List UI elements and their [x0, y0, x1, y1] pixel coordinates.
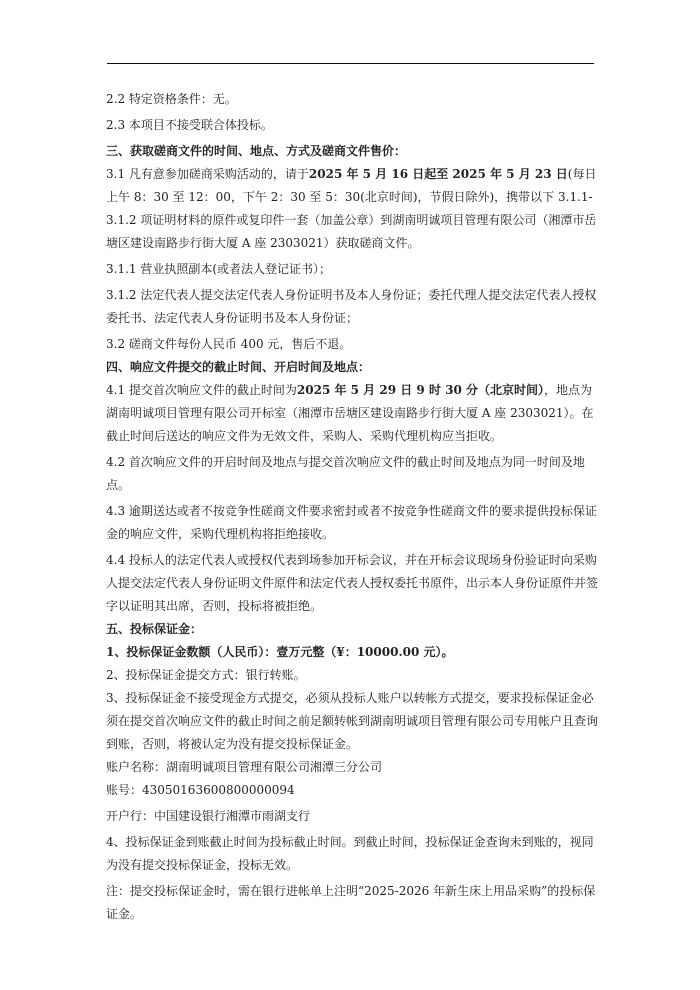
deposit-deadline: 4、投标保证金到账截止时间为投标截止时间。到截止时间，投标保证金查询未到账的，视同为没有提交投标保证金，投标无效。 — [106, 835, 594, 872]
account-name: 账户名称：湖南明诚项目管理有限公司湘潭三分公司 — [106, 760, 383, 774]
deposit-amount: 1、投标保证金数额（人民币）：壹万元整（¥：10000.00 元）。 — [106, 645, 454, 659]
item-3-1-1: 3.1.1 营业执照副本(或者法人登记证书）； — [106, 262, 332, 276]
item-4-3: 4.3 逾期送达或者不按竞争性磋商文件要求密封或者不按竞争性磋商文件的要求提供投标保证金的响应文件，采购代理机构将拒绝接收。 — [106, 504, 597, 541]
item-3-2: 3.2 磋商文件每份人民币 400 元，售后不退。 — [106, 337, 352, 351]
document-body — [106, 88, 598, 926]
bank-name: 开户行：中国建设银行湘潭市雨湖支行 — [106, 809, 311, 823]
item-3-1-prefix: 3.1 凡有意参加磋商采购活动的，请于 — [106, 167, 309, 181]
item-4-1-rest: ，地点为湖南明诚项目管理有限公司开标室（湘潭市岳塘区建设南路步行街大厦 A 座 2303021）。在截止时间后送达的响应文件为无效文件，采购人、采购代理机构应当拒收。 — [106, 383, 594, 443]
item-2-3: 2.3 本项目不接受联合体投标。 — [106, 118, 273, 132]
item-3-1-rest: (每日上午 8：30 至 12：00，下午 2：30 至 5：30(北京时间)，节假日除外)，携带以下 3.1.1-3.1.2 项证明材料的原件或复印件一套（加盖公章）到湖南明诚项目管理有限公司（湘潭市岳塘区建设南路步行街大厦 A 座 2303021）获取磋商文件。 — [106, 167, 597, 250]
item-2-2: 2.2 特定资格条件：无。 — [106, 92, 237, 106]
item-4-1-prefix: 4.1 提交首次响应文件的截止时间为 — [106, 383, 297, 397]
item-4-4: 4.4 投标人的法定代表人或授权代表到场参加开标会议，并在开标会议现场身份验证时向采购人提交法定代表人身份证明文件原件和法定代表人授权委托书原件，出示本人身份证原件并签字以证明其出席，否则，投标将被拒绝。 — [106, 553, 599, 613]
section-5-heading: 五、投标保证金： — [106, 622, 203, 636]
deposit-note: 注：提交投标保证金时，需在银行进帐单上注明“2025-2026 年新生床上用品采购”的投标保证金。 — [106, 884, 596, 921]
item-3-1 — [106, 163, 598, 255]
header-rule — [107, 63, 594, 64]
item-4-1-time: 2025 年 5 月 29 日 9 时 30 分（北京时间） — [296, 383, 545, 397]
deposit-method: 2、投标保证金提交方式：银行转账。 — [106, 668, 306, 682]
account-number: 账号：43050163600800000094 — [106, 783, 295, 797]
item-4-2: 4.2 首次响应文件的开启时间及地点与提交首次响应文件的截止时间及地点为同一时间及地点。 — [106, 455, 585, 492]
item-3-1-time: 2025 年 5 月 16 日起至 2025 年 5 月 23 日 — [308, 167, 568, 181]
deposit-rules: 3、投标保证金不接受现金方式提交，必须从投标人账户以转帐方式提交，要求投标保证金必须在提交首次响应文件的截止时间之前足额转帐到湖南明诚项目管理有限公司专用帐户且查询到账，否则，将被认定为没有提交投标保证金。 — [106, 691, 599, 751]
section-3-heading: 三、获取磋商文件的时间、地点、方式及磋商文件售价： — [106, 144, 407, 158]
item-4-1 — [106, 379, 598, 448]
item-3-1-2: 3.1.2 法定代表人提交法定代表人身份证明书及本人身份证；委托代理人提交法定代表人授权委托书、法定代表人身份证明书及本人身份证； — [106, 288, 597, 325]
section-4-heading: 四、响应文件提交的截止时间、开启时间及地点： — [106, 360, 371, 374]
